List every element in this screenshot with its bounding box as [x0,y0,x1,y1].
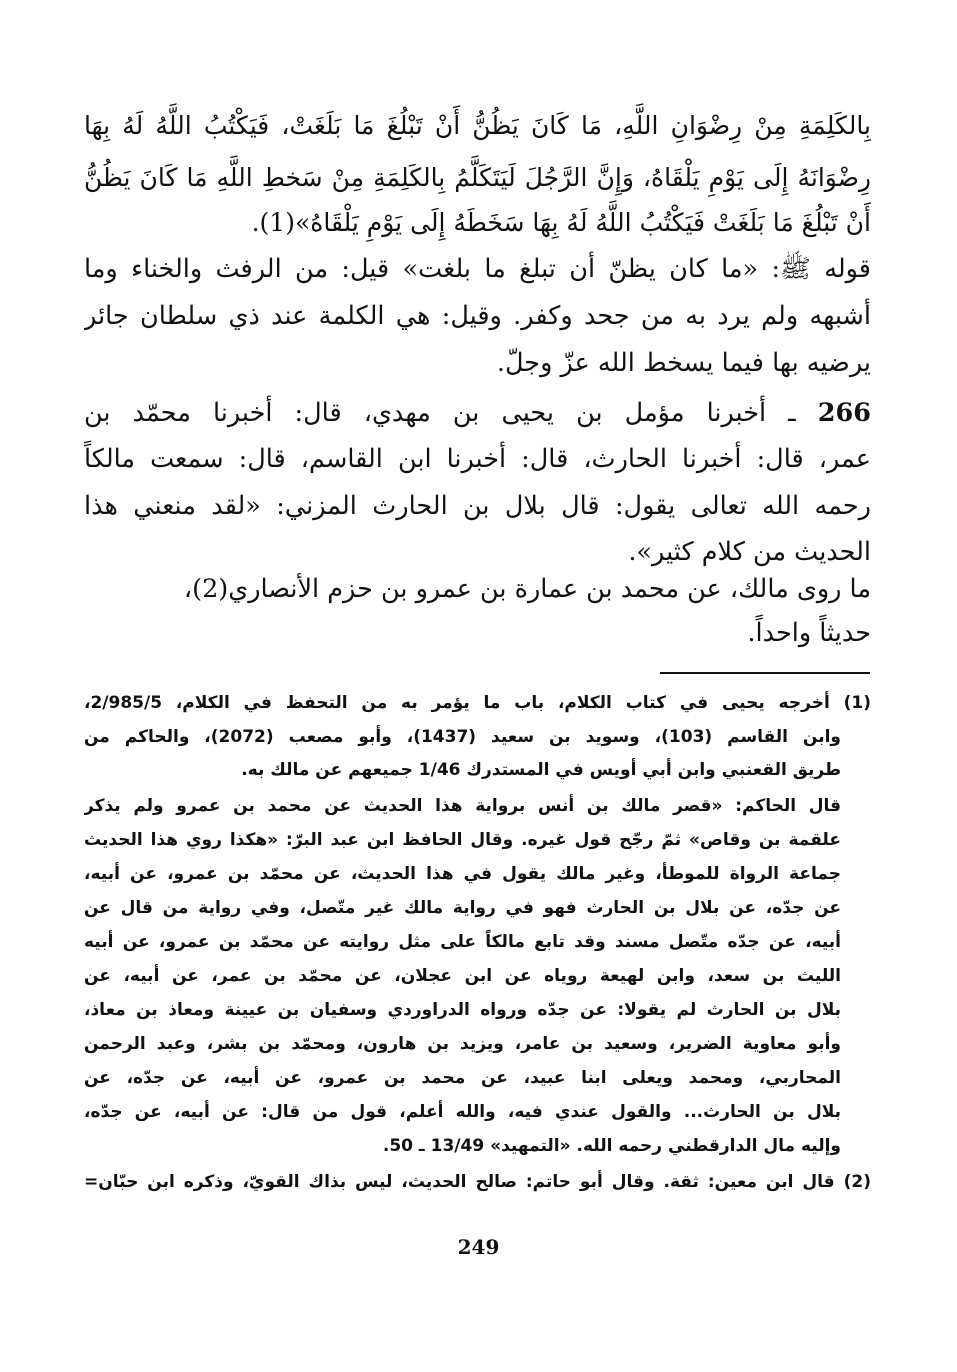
body-line: ما روى مالك، عن محمد بن عمارة بن عمرو بن حزم الأنصاري(2)، [183,574,871,604]
body-line: بِالكَلِمَةِ مِنْ رِضْوَانِ اللَّهِ، مَا كَانَ يَظُنُّ أَنْ تَبْلُغَ مَا بَلَغَتْ، فَيَكْتُبُ اللَّهُ لَهُ بِهَا [84,111,871,140]
footnote-line: وابن القاسم (103)، وسويد بن سعيد (1437)، وأبو مصعب (2072)، والحاكم من [84,727,841,747]
body-line: يرضيه بها فيما يسخط الله عزّ وجلّ. [496,348,871,378]
footnote-line: المحاربي، ومحمد ويعلى ابنا عبيد، عن محمد بن عمرو، عن أبيه، عن جدّه، عن [84,1068,841,1088]
body-line: عمر، قال: أخبرنا الحارث، قال: أخبرنا ابن القاسم، قال: سمعت مالكاً [84,444,871,474]
body-line: حديثاً واحداً. [747,618,871,648]
footnote-line: بلال بن الحارث... والقول عندي فيه، والله أعلم، قول من قال: عن أبيه، عن جدّه، [84,1102,841,1122]
hadith-first-line-text: ـ أخبرنا مؤمل بن يحيى بن مهدي، قال: أخبرنا محمّد بن [84,398,818,428]
footnote-line: أبيه، عن جدّه متّصل مسند وقد تابع مالكاً على مثل روايته عن محمّد بن عمرو، عن أبيه [84,932,841,952]
footnote-line: قال الحاكم: «قصر مالك بن أنس برواية هذا الحديث عن محمد بن عمرو ولم يذكر [84,796,841,816]
hadith-first-line [84,390,871,436]
footnote-1-text: أخرجه يحيى في كتاب الكلام، باب ما يؤمر به من التحفظ في الكلام، 2/985/5، [84,693,830,713]
footnote-line: جماعة الرواة للموطأ، وغير مالك يقول في هذا الحديث، عن محمّد بن عمرو، عن أبيه، [84,864,841,884]
footnote-1-marker: (1) [843,693,871,713]
body-line: أَنْ تَبْلُغَ مَا بَلَغَتْ فَيَكْتُبُ اللَّهُ لَهُ بِهَا سَخَطَهُ إِلَى يَوْمِ يَلْقَاهُ»(1). [251,208,871,237]
hadith-number: 266 [817,398,871,428]
footnote-2-first-line [84,1165,871,1199]
footnote-line: الليث بن سعد، وابن لهيعة روياه عن ابن عجلان، عن محمّد بن عمر، عن أبيه، عن [84,966,841,986]
footnote-line: وإليه مال الدارقطني رحمه الله. «التمهيد» 13/49 ـ 50. [382,1136,841,1156]
body-line: رِضْوَانَهُ إِلَى يَوْمِ يَلْقَاهُ، وَإِنَّ الرَّجُلَ لَيَتَكَلَّمُ بِالكَلِمَةِ مِنْ سَخطِ اللَّهِ مَا كَانَ يَظُنُّ [84,163,871,192]
footnote-line: بلال بن الحارث لم يقولا: عن جدّه ورواه الدراوردي وسفيان بن عيينة ومعاذ بن معاذ، [84,1000,841,1020]
body-line: قوله ﷺ: «ما كان يظنّ أن تبلغ ما بلغت» قيل: من الرفث والخناء وما [84,254,871,284]
footnote-line: عن جدّه، عن بلال بن الحارث فهو في رواية مالك غير متّصل، وفي رواية من قال عن [84,898,841,918]
footnote-1-first-line [84,686,871,720]
body-line: الحديث من كلام كثير». [628,537,871,567]
page-number: 249 [457,1235,500,1259]
footnote-2-text: قال ابن معين: ثقة. وقال أبو حاتم: صالح الحديث، ليس بذاك القويّ، وذكره ابن حبّان= [84,1172,835,1192]
footnote-line: علقمة بن وقاص» ثمّ رجّح قول غيره. وقال الحافظ ابن عبد البرّ: «هكذا روي هذا الحديث [84,830,841,850]
body-line: أشبهه ولم يرد به من جحد وكفر. وقيل: هي الكلمة عند ذي سلطان جائر [84,301,871,331]
footnote-2-marker: (2) [843,1172,871,1192]
footnote-line: طريق القعنبي وابن أبي أويس في المستدرك 1/46 جميعهم عن مالك به. [241,760,841,780]
footnote-line: وأبو معاوية الضرير، وسعيد بن عامر، ويزيد بن هارون، ومحمّد بن بشر، وعبد الرحمن [84,1034,841,1054]
body-line: رحمه الله تعالى يقول: قال بلال بن الحارث المزني: «لقد منعني هذا [84,491,871,521]
footnote-separator [660,672,870,674]
